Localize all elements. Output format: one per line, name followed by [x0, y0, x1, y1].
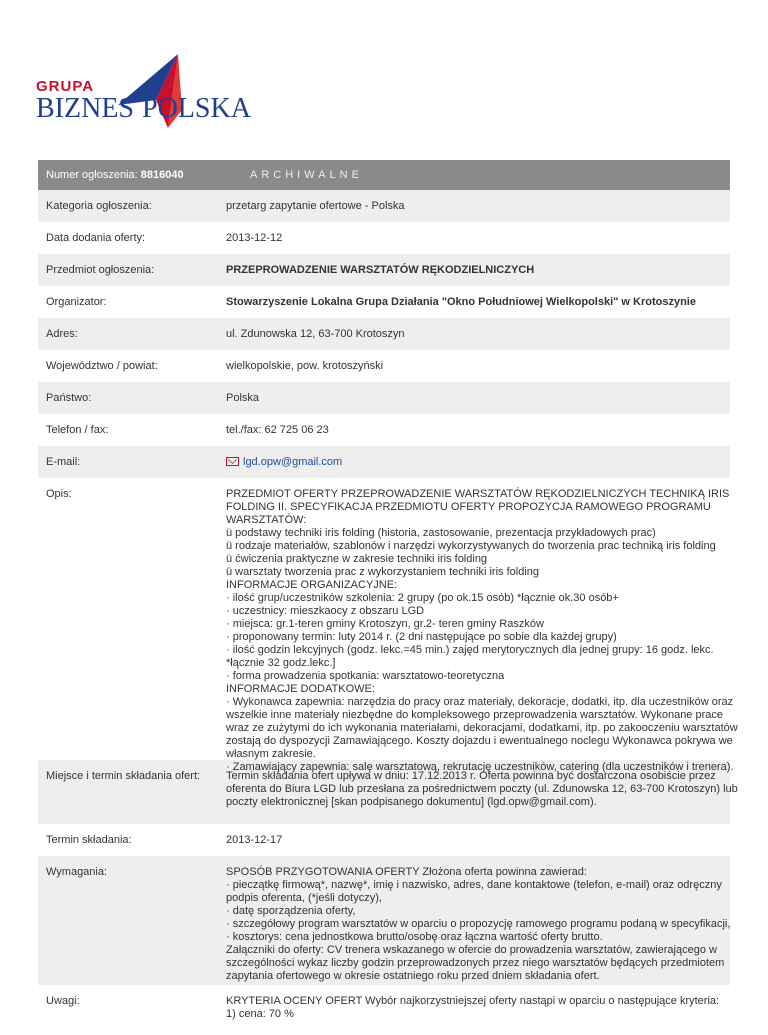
row-submission-place [38, 760, 738, 824]
text-line: FOLDING II. SPECYFIKACJA PRZEDMIOTU OFERTY PROPOZYCJA RAMOWEGO PROGRAMU [226, 501, 711, 513]
row-label: Uwagi: [46, 995, 80, 1007]
text-line: · ilość grup/uczestników szkolenia: 2 grupy (po ok.15 osób) *łącznie ok.30 osób+ [226, 592, 619, 604]
row-value [226, 456, 730, 469]
text-line: · miejsca: gr.1-teren gminy Krotoszyn, gr.2- teren gminy Raszków [226, 618, 544, 630]
row-value: Stowarzyszenie Lokalna Grupa Działania "Okno Południowej Wielkopolski" w Krotoszynie [226, 296, 696, 308]
row-requirements [38, 856, 730, 985]
email-link[interactable]: lgd.opw@gmail.com [243, 456, 343, 468]
row-value: ul. Zdunowska 12, 63-700 Krotoszyn [226, 328, 405, 340]
text-line: ü rodzaje materiałów, szablonów i narzędzi wykorzystywanych do tworzenia prac techniką iris folding [226, 540, 716, 552]
row-country [38, 382, 730, 414]
row-value [226, 770, 738, 809]
row-label: Data dodania oferty: [46, 232, 146, 244]
logo-grupa: GRUPA [36, 78, 95, 95]
text-line: · uczestnicy: mieszkaocy z obszaru LGD [226, 605, 425, 617]
row-label: Termin składania: [46, 834, 132, 846]
row-value: 2013-12-12 [226, 232, 283, 244]
row-value [226, 995, 730, 1021]
row-date-added [38, 222, 730, 254]
row-email [38, 446, 730, 478]
row-label: Przedmiot ogłoszenia: [46, 264, 155, 276]
text-line: · kosztorys: cena jednostkowa brutto/osobę oraz łączna wartość oferty brutto. [226, 931, 603, 943]
row-value [226, 488, 738, 774]
text-line: · ilość godzin lekcyjnych (godz. lekc.=45 min.) zajęd merytorycznych dla jednej grupy: 16 godz. lekc. [226, 644, 714, 656]
text-line: wraz ze zużytymi do ich wykonania materiałami, dekoracjami, dodatkami, itp. po zakooczeniu warsztatów [226, 722, 738, 734]
listing-table [38, 160, 738, 1035]
text-line: zapytania ofertowego w okresie ostatniego roku przed dniem składania ofert. [226, 970, 600, 982]
text-line: · datę sporządzenia oferty, [226, 905, 356, 917]
row-label: Adres: [46, 328, 78, 340]
text-line: KRYTERIA OCENY OFERT Wybór najkorzystniejszej oferty nastąpi w oparciu o następujące kryteria: [226, 995, 720, 1007]
text-line: · szczegółowy program warsztatów w oparciu o propozycję ramowego programu podaną w specyfikacji, [226, 918, 731, 930]
text-line: poczty elektronicznej [skan podpisanego dokumentu] (lgd.opw@gmail.com). [226, 796, 597, 808]
listing-number-label: Numer ogłoszenia: [46, 169, 138, 181]
row-category [38, 190, 730, 222]
status-archived: ARCHIWALNE [250, 169, 363, 181]
row-value [226, 866, 730, 983]
row-label: Wymagania: [46, 866, 108, 878]
listing-number [38, 169, 226, 181]
row-subject [38, 254, 730, 286]
row-deadline [38, 824, 730, 856]
text-line: · Wykonawca zapewnia: narzędzia do pracy oraz materiały, dekoracje, dodatki, itp. dla uczestników oraz [226, 696, 734, 708]
text-line: WARSZTATÓW: [226, 514, 307, 526]
logo-biznes-polska [36, 93, 251, 125]
row-value: Polska [226, 392, 260, 404]
text-line: podpis oferenta, (*jeśli dotyczy), [226, 892, 382, 904]
text-line: własnym zakresie. [226, 748, 316, 760]
text-line: wszelkie inne materiały niezbędne do kompleksowego przeprowadzenia warsztatów. Wykonane prace [226, 709, 723, 721]
row-value: tel./fax: 62 725 06 23 [226, 424, 329, 436]
row-voivodeship [38, 350, 730, 382]
text-line: Termin składania ofert upływa w dniu: 17.12.2013 r. Oferta powinna być dostarczona osobiście przez [226, 770, 716, 782]
text-line: · forma prowadzenia spotkania: warsztatowo-teoretyczna [226, 670, 505, 682]
row-label: Telefon / fax: [46, 424, 109, 436]
logo-biznes: BIZNES [36, 93, 134, 124]
text-line: ü podstawy techniki iris folding (historia, zastosowanie, prezentacja przykładowych prac) [226, 527, 656, 539]
row-label: Miejsce i termin składania ofert: [46, 770, 201, 782]
row-label: Województwo / powiat: [46, 360, 158, 372]
text-line: · pieczątkę firmową*, nazwę*, imię i nazwisko, adres, dane kontaktowe (telefon, e-mail) oraz odręczny [226, 879, 722, 891]
row-address [38, 318, 730, 350]
row-notes [38, 985, 730, 1035]
row-label: E-mail: [46, 456, 81, 468]
text-line: Załączniki do oferty: CV trenera wskazanego w ofercie do prowadzenia warsztatów, zawierającego w [226, 944, 717, 956]
text-line: oferenta do Biura LGD lub przesłana za pośrednictwem poczty (ul. Zdunowska 12, 63-700 Krotoszyn) lub [226, 783, 738, 795]
listing-number-value: 8816040 [140, 169, 184, 181]
row-label: Organizator: [46, 296, 107, 308]
listing-header [38, 160, 730, 190]
row-value: 2013-12-17 [226, 834, 283, 846]
text-line: ü warsztaty tworzenia prac z wykorzystaniem techniki iris folding [226, 566, 540, 578]
row-value: PRZEPROWADZENIE WARSZTATÓW RĘKODZIELNICZYCH [226, 264, 535, 276]
logo [36, 50, 251, 134]
text-line: ü ćwiczenia praktyczne w zakresie techniki iris folding [226, 553, 488, 565]
row-phone [38, 414, 730, 446]
row-organizer [38, 286, 730, 318]
text-line: INFORMACJE DODATKOWE: [226, 683, 375, 695]
text-line: · Zamawiający zapewnia: salę warsztatową, rekrutację uczestników, catering (dla uczestników i trenera). [226, 761, 734, 773]
text-line: PRZEDMIOT OFERTY PRZEPROWADZENIE WARSZTATÓW RĘKODZIELNICZYCH TECHNIKĄ IRIS [226, 488, 730, 500]
row-label: Opis: [46, 488, 72, 500]
row-value: wielkopolskie, pow. krotoszyński [226, 360, 384, 372]
text-line: · proponowany termin: luty 2014 r. (2 dni następujące po sobie dla każdej grupy) [226, 631, 617, 643]
row-label: Kategoria ogłoszenia: [46, 200, 152, 212]
text-line: *łącznie 32 godz.lekc.] [226, 657, 336, 669]
row-label: Państwo: [46, 392, 92, 404]
envelope-icon [226, 457, 239, 466]
text-line: SPOSÓB PRZYGOTOWANIA OFERTY Złożona oferta powinna zawierad: [226, 866, 587, 878]
text-line: zostają do dyspozycji Zamawiającego. Koszty dojazdu i ewentualnego noclegu Wykonawca pokrywa we [226, 735, 733, 747]
logo-polska: POLSKA [142, 93, 251, 124]
text-line: 1) cena: 70 % [226, 1008, 294, 1020]
text-line: szczególności wykaz liczby godzin przeprowadzonych przez niego warsztatów będących przedmiotem [226, 957, 725, 969]
text-line: INFORMACJE ORGANIZACYJNE: [226, 579, 398, 591]
row-description [38, 478, 738, 773]
row-value: przetarg zapytanie ofertowe - Polska [226, 200, 405, 212]
